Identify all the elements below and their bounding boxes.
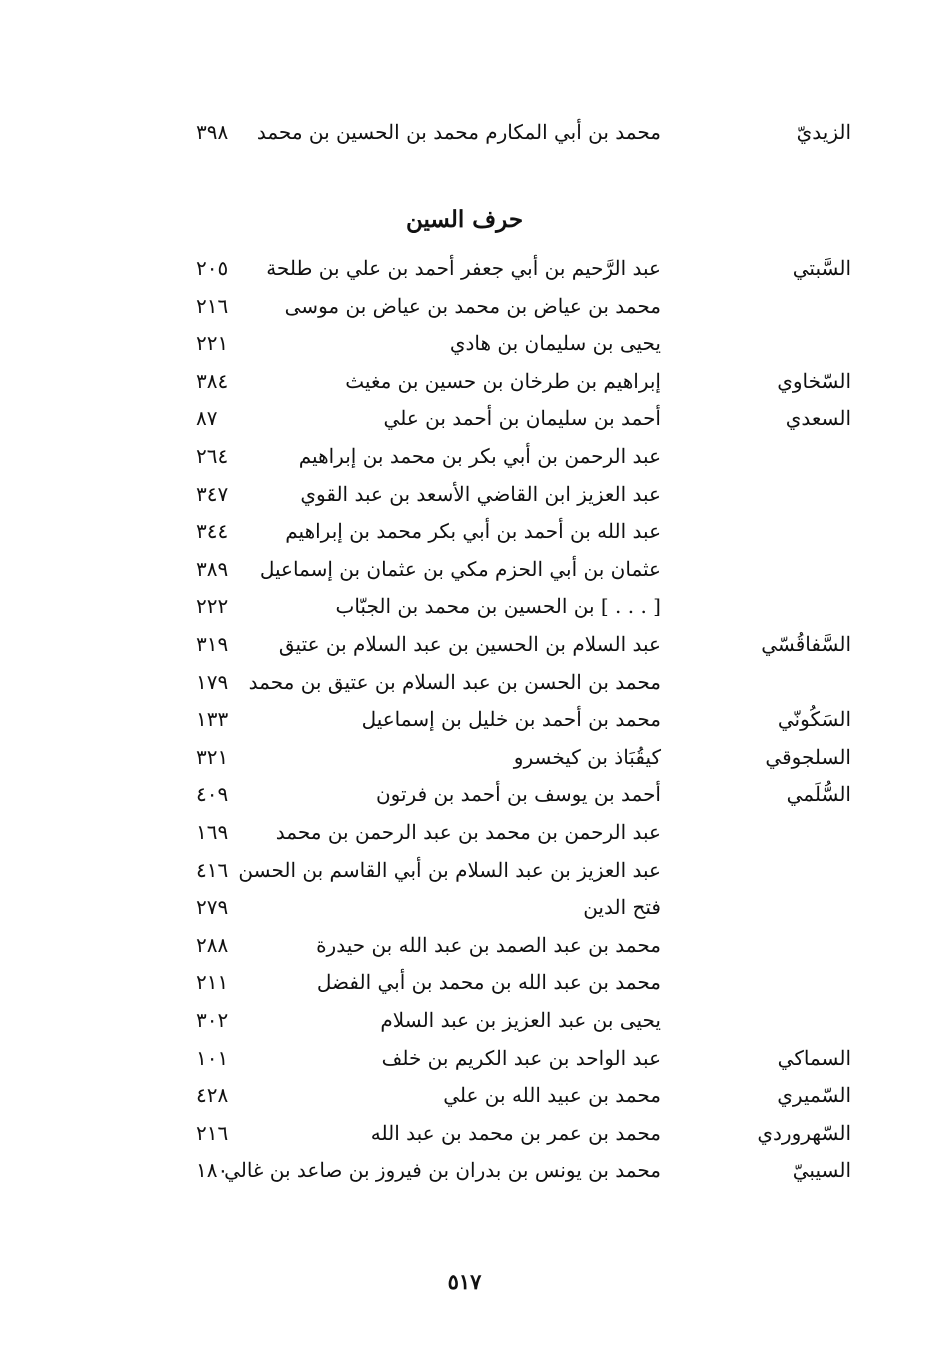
nisba-label: السلجوقي xyxy=(765,745,851,769)
page-reference: ٢١٦ xyxy=(196,1121,229,1145)
index-entry xyxy=(0,927,929,963)
index-entry xyxy=(0,814,929,850)
person-name: كيقُبَاذ بن كيخسرو xyxy=(513,745,661,769)
index-entry xyxy=(0,1152,929,1188)
person-name: محمد بن يونس بن بدران بن فيروز بن صاعد بن غالي xyxy=(224,1158,661,1182)
page-reference: ١٣٣ xyxy=(196,707,229,731)
person-name: عبد الرَّحيم بن أبي جعفر أحمد بن علي بن طلحة xyxy=(266,256,661,280)
index-entry xyxy=(0,1040,929,1076)
section-heading: حرف السين xyxy=(405,206,524,233)
page-reference: ٢٠٥ xyxy=(196,256,229,280)
page-reference: ٢١٦ xyxy=(196,294,229,318)
person-name: محمد بن عياض بن محمد بن عياض بن موسى xyxy=(284,294,661,318)
index-entry xyxy=(0,114,929,150)
index-entry xyxy=(0,739,929,775)
page-reference: ٢٢١ xyxy=(196,331,229,355)
page-reference: ٣٤٧ xyxy=(196,482,229,506)
person-name: يحيى بن عبد العزيز بن عبد السلام xyxy=(380,1008,661,1032)
page-reference: ١٨٠ xyxy=(196,1158,229,1182)
person-name: فتح الدين xyxy=(583,895,661,919)
nisba-label: السعدي xyxy=(785,406,851,430)
index-entry xyxy=(0,551,929,587)
page-reference: ٣٨٤ xyxy=(196,369,229,393)
nisba-label: الزيديّ xyxy=(796,120,851,144)
person-name: يحيى بن سليمان بن هادي xyxy=(449,331,661,355)
index-entry xyxy=(0,438,929,474)
index-entry xyxy=(0,400,929,436)
page-reference: ١٧٩ xyxy=(196,670,229,694)
person-name: أحمد بن سليمان بن أحمد بن علي xyxy=(383,406,661,430)
page-reference: ٢١١ xyxy=(196,970,229,994)
index-entry xyxy=(0,701,929,737)
person-name: عبد العزيز بن عبد السلام بن أبي القاسم بن الحسن xyxy=(238,858,661,882)
nisba-label: السُّلَمي xyxy=(786,782,851,806)
page-reference: ٣٢١ xyxy=(196,745,229,769)
page-reference: ٢٨٨ xyxy=(196,933,229,957)
index-entry xyxy=(0,250,929,286)
person-name: عبد السلام بن الحسين بن عبد السلام بن عتيق xyxy=(278,632,661,656)
index-entry xyxy=(0,889,929,925)
index-entry xyxy=(0,288,929,324)
index-entry xyxy=(0,626,929,662)
index-entry xyxy=(0,664,929,700)
person-name: إبراهيم بن طرخان بن حسين بن مغيث xyxy=(345,369,661,393)
page-reference: ٤١٦ xyxy=(196,858,229,882)
nisba-label: السّهروردي xyxy=(757,1121,851,1145)
page-number: ٥١٧ xyxy=(447,1269,482,1294)
person-name: عبد الرحمن بن محمد بن عبد الرحمن بن محمد xyxy=(275,820,661,844)
page-reference: ٣٩٨ xyxy=(196,120,229,144)
index-entry xyxy=(0,363,929,399)
nisba-label: السّميري xyxy=(777,1083,851,1107)
person-name: عبد الواحد بن عبد الكريم بن خلف xyxy=(381,1046,661,1070)
nisba-label: السيبيّ xyxy=(792,1158,851,1182)
nisba-label: السَكُونّي xyxy=(777,707,851,731)
person-name: عبد العزيز ابن القاضي الأسعد بن عبد القوي xyxy=(300,482,661,506)
index-entry xyxy=(0,776,929,812)
index-entry xyxy=(0,1077,929,1113)
index-entry xyxy=(0,852,929,888)
person-name: محمد بن أبي المكارم محمد بن الحسين بن محمد xyxy=(256,120,661,144)
person-name: محمد بن عبد الله بن محمد بن أبي الفضل xyxy=(316,970,661,994)
index-entry xyxy=(0,964,929,1000)
index-entry xyxy=(0,1002,929,1038)
page-reference: ٢٢٢ xyxy=(196,594,229,618)
person-name: محمد بن أحمد بن خليل بن إسماعيل xyxy=(361,707,661,731)
page-reference: ٢٧٩ xyxy=(196,895,229,919)
person-name: محمد بن عبيد الله بن علي xyxy=(443,1083,661,1107)
nisba-label: السَّفاقُسّي xyxy=(761,632,851,656)
page-reference: ٤٠٩ xyxy=(196,782,229,806)
person-name: محمد بن الحسن بن عبد السلام بن عتيق بن محمد xyxy=(248,670,661,694)
person-name: [ . . . ] بن الحسين بن محمد بن الجبّاب xyxy=(335,594,661,618)
person-name: عبد الله بن أحمد بن أبي بكر محمد بن إبراهيم xyxy=(285,519,661,543)
page-reference: ٨٧ xyxy=(196,406,218,430)
person-name: محمد بن عمر بن محمد بن عبد الله xyxy=(370,1121,661,1145)
page-reference: ٣٠٢ xyxy=(196,1008,229,1032)
person-name: عثمان بن أبي الحزم مكي بن عثمان بن إسماعيل xyxy=(259,557,661,581)
page-reference: ٣١٩ xyxy=(196,632,229,656)
nisba-label: السماكي xyxy=(777,1046,851,1070)
page-reference: ٤٢٨ xyxy=(196,1083,229,1107)
nisba-label: السّخاوي xyxy=(777,369,851,393)
index-entry xyxy=(0,476,929,512)
index-entry xyxy=(0,513,929,549)
page-reference: ١٠١ xyxy=(196,1046,229,1070)
index-entry xyxy=(0,588,929,624)
person-name: أحمد بن يوسف بن أحمد بن فرتون xyxy=(375,782,661,806)
index-entry xyxy=(0,325,929,361)
person-name: عبد الرحمن بن أبي بكر بن محمد بن إبراهيم xyxy=(298,444,661,468)
page-reference: ٣٤٤ xyxy=(196,519,229,543)
nisba-label: السَّبتي xyxy=(792,256,851,280)
page-reference: ١٦٩ xyxy=(196,820,229,844)
page-reference: ٢٦٤ xyxy=(196,444,229,468)
index-entry xyxy=(0,1115,929,1151)
page-reference: ٣٨٩ xyxy=(196,557,229,581)
person-name: محمد بن عبد الصمد بن عبد الله بن حيدرة xyxy=(316,933,661,957)
